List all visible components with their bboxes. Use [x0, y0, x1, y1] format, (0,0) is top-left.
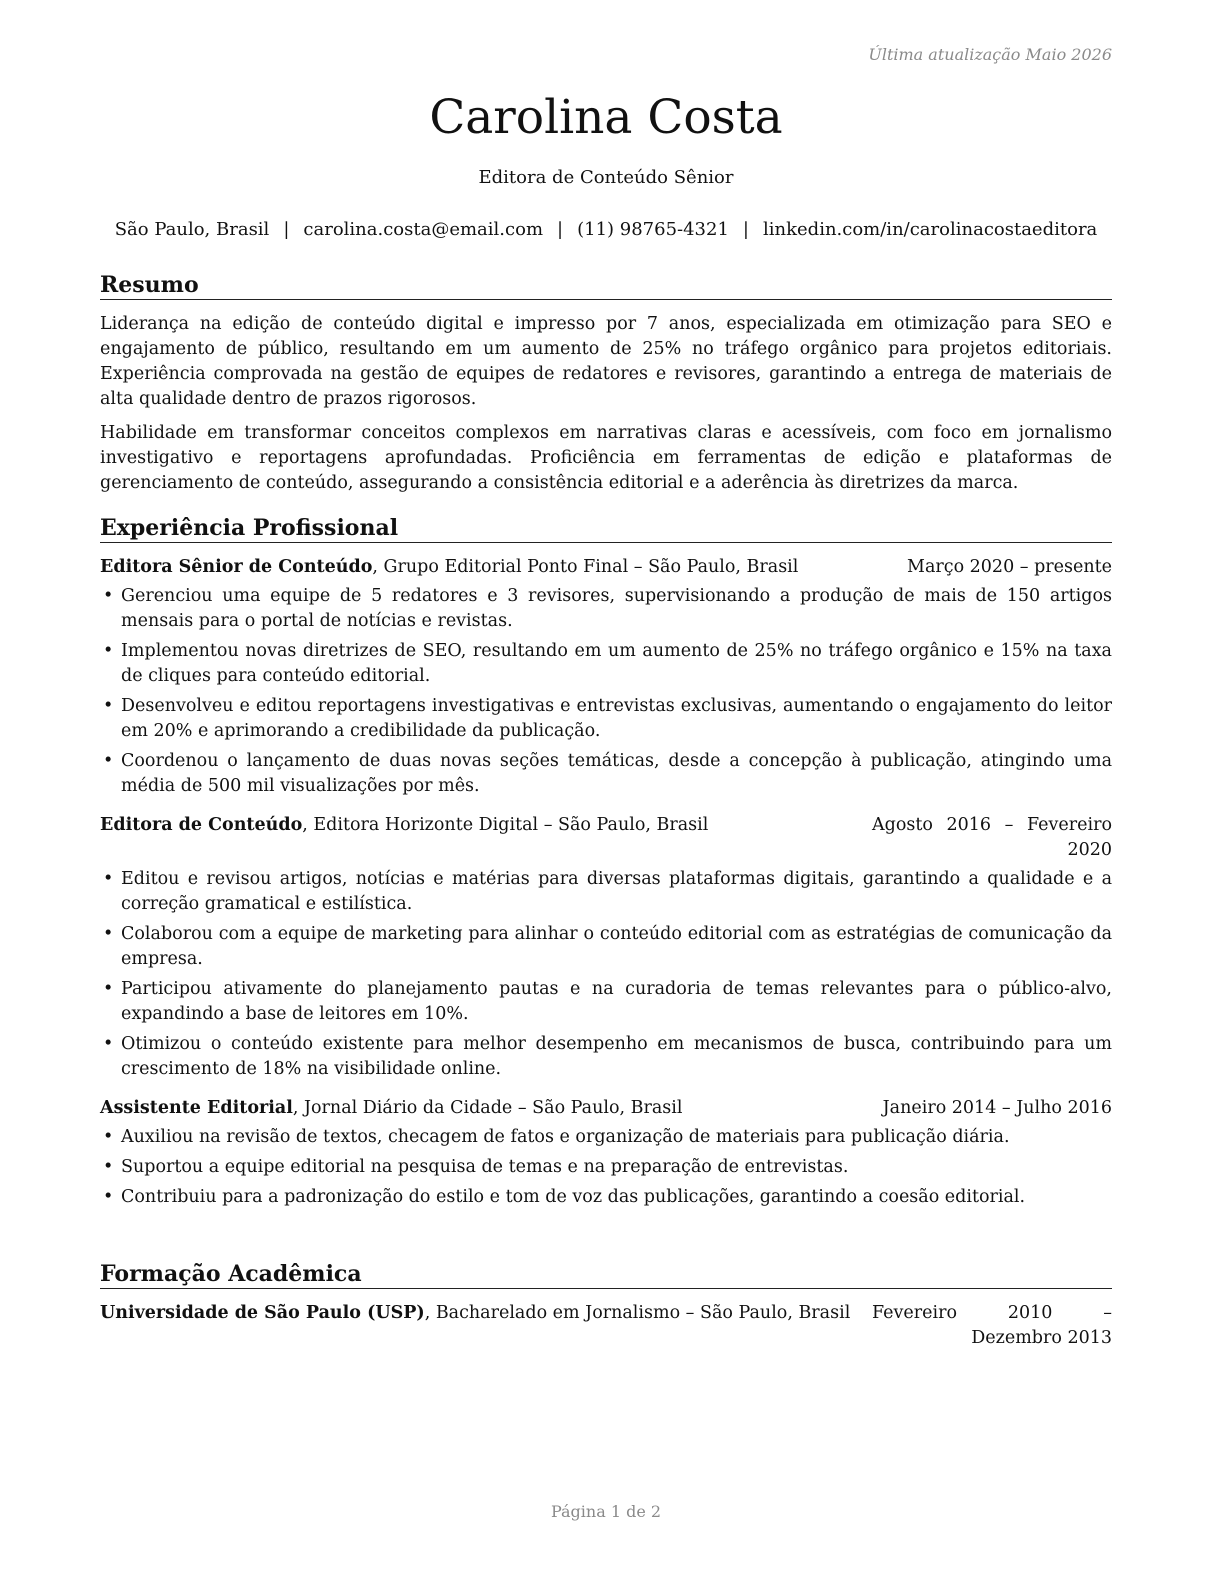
job-role: Assistente Editorial	[100, 1098, 293, 1118]
bullet-text: Suportou a equipe editorial na pesquisa de temas e na preparação de entrevistas.	[121, 1157, 849, 1177]
candidate-role: Editora de Conteúdo Sênior	[478, 167, 734, 188]
section-title-summary: Resumo	[100, 271, 1112, 300]
experience-section	[100, 514, 1112, 1215]
candidate-name: Carolina Costa	[429, 90, 783, 145]
bullet-icon: •	[103, 586, 114, 606]
bullet-text: Editou e revisou artigos, notícias e matérias para diversas plataformas digitais, garantindo a qualidade e a correção gramatical e estilística.	[121, 869, 1112, 914]
contact-linkedin[interactable]: linkedin.com/in/carolinacostaeditora	[763, 219, 1098, 240]
job-org: , Grupo Editorial Ponto Final – São Paulo, Brasil	[372, 557, 799, 577]
last-updated: Última atualização Maio 2026	[868, 45, 1112, 64]
education-degree: , Bacharelado em Jornalismo – São Paulo, Brasil	[424, 1303, 851, 1323]
list-item	[100, 1032, 1112, 1082]
job-title-line	[100, 1096, 682, 1121]
job-title-line	[100, 555, 798, 580]
resume-page	[100, 0, 1112, 1584]
bullet-text: Colaborou com a equipe de marketing para alinhar o conteúdo editorial com as estratégias de comunicação da empresa.	[121, 924, 1112, 969]
job-date: Agosto 2016 – Fevereiro 2020	[872, 815, 1112, 860]
education-section	[100, 1260, 1112, 1351]
bullet-text: Auxiliou na revisão de textos, checagem de fatos e organização de materiais para publicação diária.	[121, 1127, 1010, 1147]
bullet-text: Otimizou o conteúdo existente para melhor desempenho em mecanismos de busca, contribuindo para um crescimento de 18% na visibilidade online.	[121, 1034, 1112, 1079]
bullet-icon: •	[103, 1157, 114, 1177]
job-entry	[100, 813, 1112, 1082]
bullet-icon: •	[103, 979, 114, 999]
summary-section	[100, 271, 1112, 505]
list-item	[100, 749, 1112, 799]
job-header	[100, 555, 1112, 580]
section-title-experience: Experiência Profissional	[100, 514, 1112, 543]
summary-paragraph: Liderança na edição de conteúdo digital e impresso por 7 anos, especializada em otimização para SEO e engajamento de público, resultando em um aumento de 25% no tráfego orgânico para projetos editoriais. Experiência comprovada na gestão de equipes de redatores e revisores, garantindo a entrega de materiais de alta qualidade dentro de prazos rigorosos.	[100, 314, 1112, 409]
job-entry	[100, 555, 1112, 799]
list-item	[100, 922, 1112, 972]
contact-separator: |	[557, 219, 564, 240]
list-item	[100, 1185, 1112, 1210]
job-org: , Jornal Diário da Cidade – São Paulo, Brasil	[292, 1098, 683, 1118]
list-item	[100, 867, 1112, 917]
bullet-icon: •	[103, 924, 114, 944]
education-entry	[100, 1301, 1112, 1351]
job-bullets	[100, 1125, 1112, 1210]
contact-separator: |	[742, 219, 749, 240]
job-bullets	[100, 584, 1112, 799]
section-title-education: Formação Acadêmica	[100, 1260, 1112, 1289]
job-org: , Editora Horizonte Digital – São Paulo, Brasil	[302, 815, 709, 835]
education-title-line	[100, 1301, 850, 1326]
contact-phone: (11) 98765-4321	[577, 219, 729, 240]
job-entry	[100, 1096, 1112, 1210]
bullet-icon: •	[103, 1187, 114, 1207]
contact-location: São Paulo, Brasil	[114, 219, 270, 240]
job-date: Janeiro 2014 – Julho 2016	[882, 1098, 1112, 1118]
bullet-icon: •	[103, 641, 114, 661]
bullet-text: Contribuiu para a padronização do estilo e tom de voz das publicações, garantindo a coesão editorial.	[121, 1187, 1026, 1207]
job-role: Editora Sênior de Conteúdo	[100, 557, 373, 577]
bullet-text: Desenvolveu e editou reportagens investigativas e entrevistas exclusivas, aumentando o engajamento do leitor em 20% e aprimorando a credibilidade da publicação.	[121, 696, 1112, 741]
job-title-line	[100, 813, 708, 838]
bullet-icon: •	[103, 1127, 114, 1147]
bullet-text: Gerenciou uma equipe de 5 redatores e 3 revisores, supervisionando a produção de mais de 150 artigos mensais para o portal de notícias e revistas.	[121, 586, 1112, 631]
job-header	[100, 1096, 1112, 1121]
bullet-icon: •	[103, 869, 114, 889]
job-bullets	[100, 867, 1112, 1082]
list-item	[100, 639, 1112, 689]
bullet-icon: •	[103, 696, 114, 716]
education-school: Universidade de São Paulo (USP)	[100, 1303, 425, 1323]
bullet-icon: •	[103, 751, 114, 771]
bullet-text: Coordenou o lançamento de duas novas seções temáticas, desde a concepção à publicação, atingindo uma média de 500 mil visualizações por mês.	[121, 751, 1112, 796]
job-date: Março 2020 – presente	[907, 557, 1112, 577]
page-number: Página 1 de 2	[550, 1502, 662, 1521]
bullet-icon: •	[103, 1034, 114, 1054]
contact-line	[90, 219, 1122, 240]
list-item	[100, 977, 1112, 1027]
contact-separator: |	[283, 219, 290, 240]
summary-paragraph: Habilidade em transformar conceitos complexos em narrativas claras e acessíveis, com foco em jornalismo investigativo e reportagens aprofundadas. Proficiência em ferramentas de edição e plataformas de gerenciamento de conteúdo, assegurando a consistência editorial e a aderência às diretrizes da marca.	[100, 423, 1112, 493]
job-header	[100, 813, 1112, 863]
education-date: Fevereiro 2010 – Dezembro 2013	[872, 1303, 1112, 1348]
job-role: Editora de Conteúdo	[100, 815, 303, 835]
list-item	[100, 584, 1112, 634]
list-item	[100, 694, 1112, 744]
list-item	[100, 1155, 1112, 1180]
bullet-text: Participou ativamente do planejamento pautas e na curadoria de temas relevantes para o público-alvo, expandindo a base de leitores em 10%.	[121, 979, 1112, 1024]
bullet-text: Implementou novas diretrizes de SEO, resultando em um aumento de 25% no tráfego orgânico e 15% na taxa de cliques para conteúdo editorial.	[121, 641, 1112, 686]
list-item	[100, 1125, 1112, 1150]
contact-email[interactable]: carolina.costa@email.com	[303, 219, 544, 240]
